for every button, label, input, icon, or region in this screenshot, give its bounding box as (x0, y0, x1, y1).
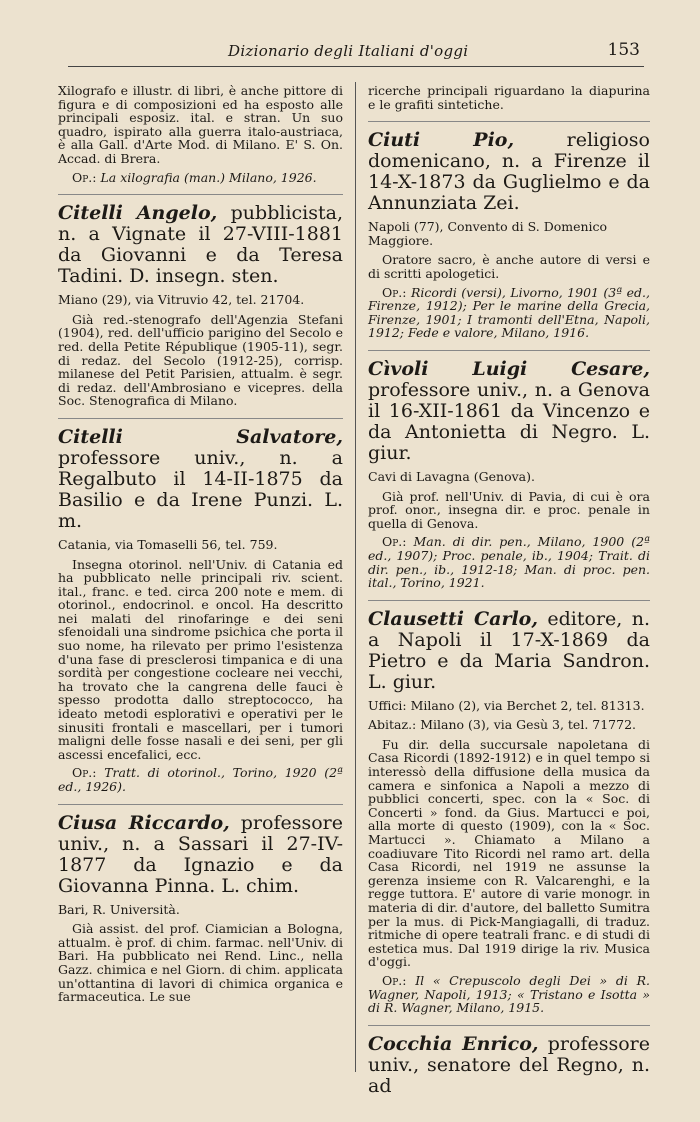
works-label: Op.: (382, 284, 407, 300)
entry-paragraph: Insegna otorinol. nell'Univ. di Catania ed ha pubblicato nelle principali riv. scient. ital., franc. e ted. circa 200 note e mem. di otorinol., endocrinol. e oncol. Ha descritto nei malati del rinofaringe e dei seni sfenoidali una sindrome psichica che porta il suo nome, ha rilevato per primo l'esistenza d'una fase di presclerosi timpanica e di una sordità per congestione cocleare nei vecchi, ha trovato che la cangrena delle fauci è spesso prodotta dallo streptococco, ha ideato metodi esplorativi e operativi per le sinusiti frontali e mascellari, per i tumori maligni delle fosse nasali e dei seni, per gli ascessi encefalici, ecc. (58, 556, 343, 762)
entry-summary: pubblicista, n. a Vignate il 27-VIII-1881 da Giovanni e da Teresa Tadini. D. insegn. sten. (58, 202, 343, 288)
entry-summary: professore univ., n. a Regalbuto il 14-II-1875 da Basilio e da Irene Punzi. L. m. (58, 446, 343, 532)
entry-separator (368, 1025, 650, 1026)
page-number: 153 (607, 40, 640, 60)
entry-paragraph: ricerche principali riguardano la diapurina e le grafiti sintetiche. (368, 83, 650, 112)
entry-name: Cìvoli Luigi Cesare, (368, 357, 650, 380)
entry-heading (368, 609, 650, 693)
entry-separator (58, 804, 343, 805)
entry-heading (58, 203, 343, 287)
entry-address: Napoli (77), Convento di S. Domenico Maggiore. (368, 219, 608, 248)
works-list: Tratt. di otorinol., Torino, 1920 (2ª ed., 1926). (58, 765, 343, 794)
entry-summary: editore, n. a Napoli il 17-X-1869 da Pietro e da Maria Sandron. L. giur. (368, 607, 651, 693)
entry-cocchia-enrico (368, 1034, 650, 1097)
entry-heading (58, 427, 343, 532)
entry-name: Citelli Salvatore, (58, 425, 343, 448)
entry-works (368, 974, 650, 1015)
entry-name: Ciusa Riccardo, (58, 811, 230, 834)
entry-name: Ciuti Pio, (368, 129, 515, 152)
entry-heading (58, 813, 343, 897)
entry-summary: professore univ., senatore del Regno, n. ad (368, 1032, 650, 1097)
entry-citelli-salvatore (58, 427, 343, 794)
entry-address: Miano (29), via Vitruvio 42, tel. 21704. (58, 292, 305, 308)
entry-address: Cavi di Lavagna (Genova). (368, 468, 535, 484)
works-label: Op.: (72, 169, 97, 185)
running-title: Dizionario degli Italiani d'oggi (228, 42, 469, 60)
entry-name: Citelli Angelo, (58, 202, 218, 225)
entry-summary: professore univ., n. a Genova il 16-XII-1861 da Vincenzo e da Antonietta di Negro. L. giur. (368, 378, 650, 464)
entry-separator (58, 194, 343, 195)
entry-works (368, 286, 650, 340)
entry-paragraph: Fu dir. della succursale napoletana di Casa Ricordi (1892-1912) e in quel tempo si interessò della diffusione della musica da camera e sinfonica a Napoli a mezzo di pubblici concerti, spec. con la « Soc. di Concerti » fond. da Gius. Martucci e poi, alla morte di questo (1909), con la « Soc. Martucci ». Chiamato a Milano a coadiuvare Tito Ricordi nel ramo art. della Casa Ricordi, nel 1919 ne assunse la gerenza insieme con R. Valcarenghi, e la regge tuttora. E' autore di varie monogr. in materia di dir. d'autore, del balletto Sumitra per la mus. di Pick-Mangiagalli, di traduz. ritmiche di opere teatrali franc. e di studi di estetica mus. Dal 1919 dirige la riv. Musica d'oggi. (368, 736, 650, 970)
works-label: Op.: (382, 972, 407, 988)
entry-summary: professore univ., n. a Sassari il 27-IV-1877 da Ignazio e da Giovanna Pinna. L. chim. (58, 811, 343, 897)
entry-paragraph: Xilografo e illustr. di libri, è anche pittore di figura e di composizioni ed ha esposto alle principali esposiz. ital. e stran. Un suo quadro, ispirato alla guerra italo-austriaca, è alla Gall. d'Arte Mod. di Milano. E' S. On. Accad. di Brera. (58, 83, 343, 166)
entry-paragraph: Già assist. del prof. Ciamician a Bologna, attualm. è prof. di chim. farmac. nell'Univ. di Bari. Ha pubblicato nei Rend. Linc., nella Gazz. chimica e nel Giorn. di chim. applicata un'ottantina di lavori di chimica organica e farmaceutica. Le sue (58, 921, 343, 1005)
works-label: Op.: (382, 534, 407, 550)
entry-heading (368, 359, 650, 464)
entry-clausetti-carlo (368, 609, 650, 1015)
entry-address: Catania, via Tomaselli 56, tel. 759. (58, 536, 278, 552)
entry-name: Clausetti Carlo, (368, 607, 538, 630)
entry-separator (58, 418, 343, 419)
header-rule (68, 66, 644, 67)
left-column (58, 84, 343, 1014)
entry-paragraph: Già red.-stenografo dell'Agenzia Stefani (1904), red. dell'ufficio parigino del Secolo e red. della Petite République (1905-11), segr. di redaz. del Secolo (1912-25), corrisp. milanese del Petit Parisien, attualm. è segr. di redaz. dell'Ambrosiano e vicepres. della Soc. Stenografica di Milano. (58, 311, 343, 409)
entry-paragraph: Oratore sacro, è anche autore di versi e di scritti apologetici. (368, 252, 650, 281)
entry-paragraph: Già prof. nell'Univ. di Pavia, di cui è ora prof. onor., insegna dir. e proc. penale in quella di Genova. (368, 488, 650, 531)
entry-separator (368, 350, 650, 351)
entry-separator (368, 600, 650, 601)
right-column (368, 84, 650, 1107)
entry-address: Uffici: Milano (2), via Berchet 2, tel. 81313. (368, 697, 645, 713)
entry-name: Cocchia Enrico, (368, 1032, 539, 1055)
entry-ciusa-cont (368, 84, 650, 111)
entry-works (368, 535, 650, 589)
entry-address: Bari, R. Università. (58, 901, 180, 917)
entry-address-secondary: Abitaz.: Milano (3), via Gesù 3, tel. 71772. (368, 717, 637, 733)
works-list: La xilografia (man.) Milano, 1926. (100, 169, 317, 185)
entry-ciuti-pio (368, 130, 650, 340)
running-head (60, 40, 640, 62)
works-list: Man. di dir. pen., Milano, 1900 (2ª ed., 1907); Proc. penale, ib., 1904; Trait. di dir. pen., ib., 1912-18; Man. di proc. pen. ital., Torino, 1921. (368, 534, 650, 591)
entry-summary: religioso domenicano, n. a Firenze il 14-X-1873 da Guglielmo e da Annunziata Zei. (368, 129, 650, 215)
entry-separator (368, 121, 650, 122)
entry-works (58, 766, 343, 793)
works-list: Ricordi (versi), Livorno, 1901 (3ª ed., Firenze, 1912); Per le marine della Grecia, Firenze, 1901; I tramonti dell'Etna, Napoli, 1912; Fede e valore, Milano, 1916. (368, 284, 650, 341)
column-rule (355, 82, 356, 1072)
entry-heading (368, 130, 650, 214)
works-list: Il « Crepuscolo degli Dei » di R. Wagner, Napoli, 1913; « Tristano e Isotta » di R. Wagner, Milano, 1915. (368, 972, 650, 1016)
entry-ciusa-riccardo (58, 813, 343, 1004)
entry-cont (58, 84, 343, 184)
entry-heading (368, 1034, 650, 1097)
entry-civoli-luigi-cesare (368, 359, 650, 590)
entry-citelli-angelo (58, 203, 343, 408)
works-label: Op.: (72, 765, 97, 781)
entry-works (58, 171, 343, 185)
